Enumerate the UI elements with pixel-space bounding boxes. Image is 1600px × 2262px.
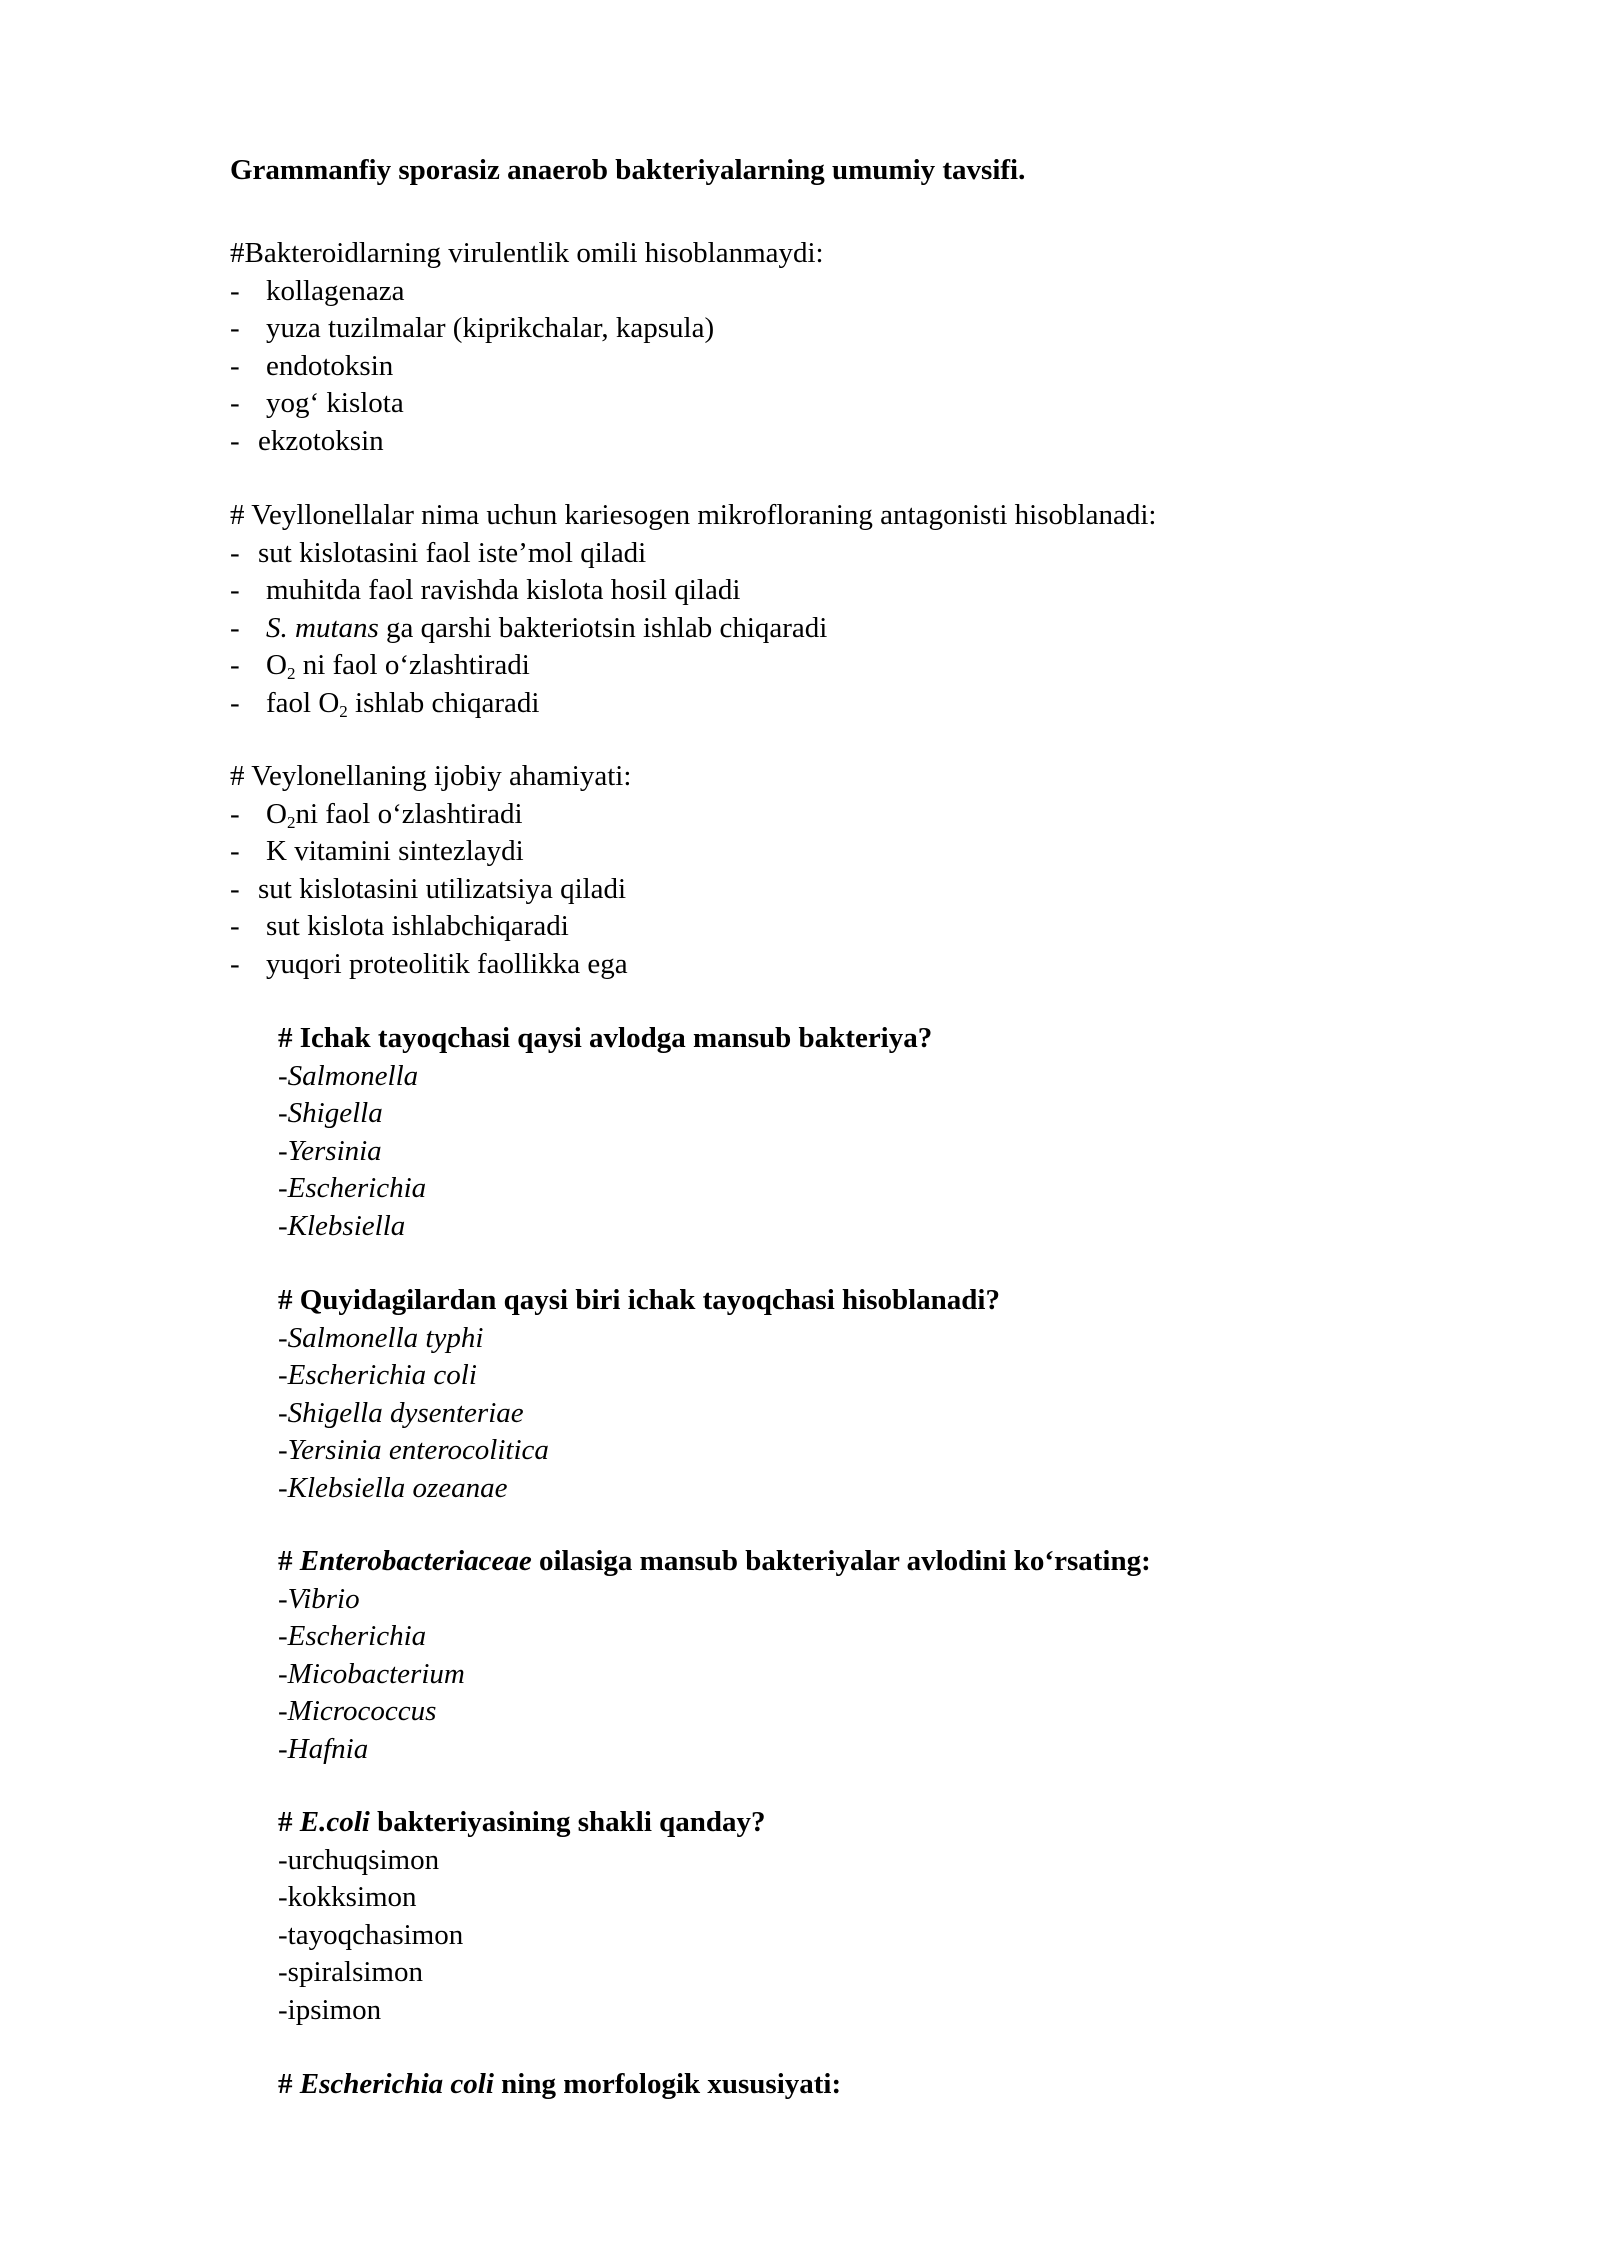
answer-option: - endotoksin [230, 349, 394, 382]
page-title: Grammanfiy sporasiz anaerob bakteriyalarning umumiy tavsifi. [230, 154, 1026, 186]
answer-option: -Micobacterium [278, 1657, 465, 1690]
answer-option: - sut kislotasini faol iste’mol qiladi [230, 536, 647, 569]
answer-option: - $O_2$ ni faol o‘zlashtiradi [230, 649, 530, 683]
answer-option: -Hafnia [278, 1732, 369, 1765]
answer-option: -Klebsiella ozeanae [278, 1471, 508, 1504]
answer-option: -Micrococcus [278, 1695, 437, 1727]
answer-option: - sut kislotasini utilizatsiya qiladi [230, 872, 627, 905]
question-block-2 [230, 497, 1156, 722]
question-text: # E.coli bakteriyasining shakli qanday? [278, 1806, 766, 1838]
question-block-4 [278, 1020, 932, 1245]
question-text: #Bakteroidlarning virulentlik omili hisoblanmaydi: [230, 237, 824, 269]
answer-option: -Shigella dysenteriae [278, 1396, 524, 1429]
answer-option: -Vibrio [278, 1582, 360, 1615]
question-text: # Veyllonellalar nima uchun kariesogen mikrofloraning antagonisti hisoblanadi: [230, 499, 1157, 531]
answer-option: -Salmonella typhi [278, 1321, 484, 1354]
answer-option: - ekzotoksin [230, 424, 384, 457]
answer-option: - sut kislota ishlabchiqaradi [230, 910, 569, 942]
question-text: # Escherichia coli ning morfologik xususiyati: [278, 2068, 842, 2100]
question-block-3 [230, 758, 631, 983]
answer-option: - K vitamini sintezlaydi [230, 835, 524, 867]
question-text: # Enterobacteriaceae oilasiga mansub bakteriyalar avlodini ko‘rsating: [278, 1545, 1151, 1577]
question-block-8 [278, 2066, 841, 2104]
question-text: # Veylonellaning ijobiy ahamiyati: [230, 760, 632, 792]
answer-option: - kollagenaza [230, 274, 405, 307]
answer-option: -Escherichia [278, 1620, 427, 1652]
answer-option: -kokksimon [278, 1881, 417, 1913]
question-block-6 [278, 1543, 1151, 1768]
question-block-7 [278, 1804, 766, 2029]
answer-option: - yuqori proteolitik faollikka ega [230, 947, 628, 980]
answer-option: -Yersinia [278, 1134, 382, 1167]
answer-option: -spiralsimon [278, 1956, 423, 1988]
answer-option: -Salmonella [278, 1059, 419, 1092]
question-block-1 [230, 235, 824, 460]
answer-option: -ipsimon [278, 1993, 382, 2026]
answer-option: - $O_2ni$ faol o‘zlashtiradi [230, 797, 523, 832]
answer-option: -Klebsiella [278, 1209, 406, 1242]
question-text: # Quyidagilardan qaysi biri ichak tayoqchasi hisoblanadi? [278, 1284, 1000, 1316]
question-text: # Ichak tayoqchasi qaysi avlodga mansub bakteriya? [278, 1022, 933, 1054]
answer-option: - faol $O_2$ ishlab chiqaradi [230, 686, 540, 721]
answer-option: - S. mutans ga qarshi bakteriotsin ishlab chiqaradi [230, 611, 828, 644]
answer-option: -Shigella [278, 1097, 383, 1129]
answer-option: -tayoqchasimon [278, 1918, 464, 1951]
answer-option: - yuza tuzilmalar (kiprikchalar, kapsula) [230, 312, 715, 344]
answer-option: -Escherichia [278, 1172, 427, 1204]
question-block-5 [278, 1282, 1000, 1507]
answer-option: -Yersinia enterocolitica [278, 1434, 549, 1466]
answer-option: - muhitda faol ravishda kislota hosil qiladi [230, 574, 741, 606]
answer-option: -Escherichia coli [278, 1359, 477, 1391]
answer-option: - yog‘ kislota [230, 387, 404, 419]
answer-option: -urchuqsimon [278, 1843, 440, 1876]
